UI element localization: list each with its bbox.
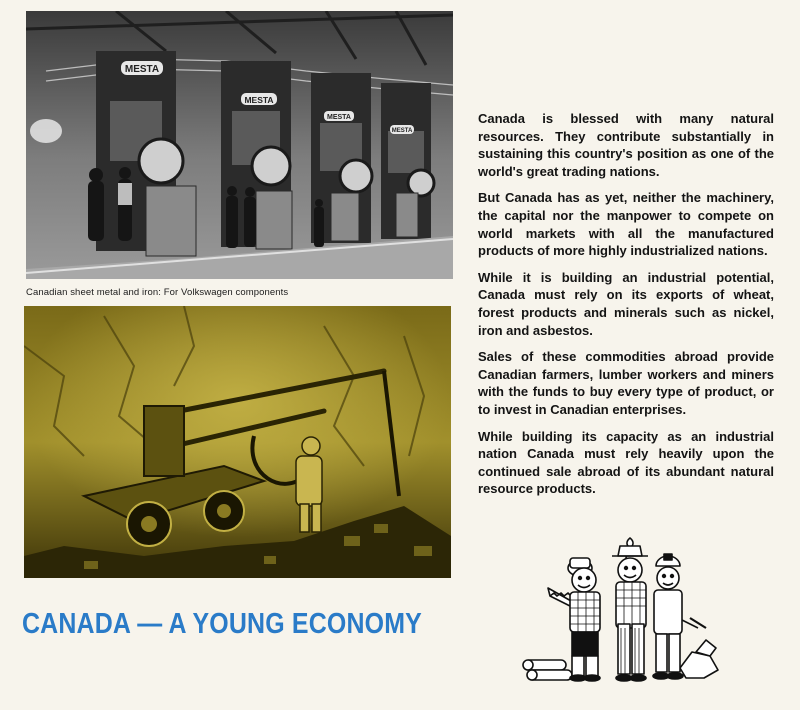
farmer-figure xyxy=(612,546,648,681)
paragraph-2: But Canada has as yet, neither the machinery, the capital nor the manpower to compete on world markets with all the manufactured products of more highly industrialized nations. xyxy=(478,190,774,259)
ore-rocks-icon xyxy=(680,640,718,678)
body-text xyxy=(478,110,774,507)
mining-photo xyxy=(24,306,451,578)
page-headline: CANADA — A YOUNG ECONOMY xyxy=(22,608,422,640)
paragraph-3: While it is building an industrial potential, Canada must rely on its exports of wheat, forest products and minerals such as nickel, iron and asbestos. xyxy=(478,269,774,338)
photo-caption: Canadian sheet metal and iron: For Volkswagen components xyxy=(26,287,289,298)
mesta-label-1: MESTA xyxy=(124,64,160,75)
paragraph-1: Canada is blessed with many natural resources. They contribute substantially in sustaining this country's position as one of the world's great trading nations. xyxy=(478,111,774,179)
steel-mill-photo xyxy=(26,11,453,279)
logs-icon xyxy=(523,660,572,680)
paragraph-4: Sales of these commodities abroad provide Canadian farmers, lumber workers and miners with the funds to buy every type of product, or to invest in Canadian enterprises. xyxy=(478,349,774,417)
mesta-label-3: MESTA xyxy=(327,114,351,121)
mesta-label-4: MESTA xyxy=(391,128,413,134)
paragraph-5: While building its capacity as an industrial nation Canada must rely heavily upon the continued sale abroad of its abundant natural resource products. xyxy=(478,428,774,497)
mesta-label-2: MESTA xyxy=(244,95,274,105)
lumberjack-figure xyxy=(568,558,600,681)
cartoon-workers-illustration xyxy=(520,528,725,688)
